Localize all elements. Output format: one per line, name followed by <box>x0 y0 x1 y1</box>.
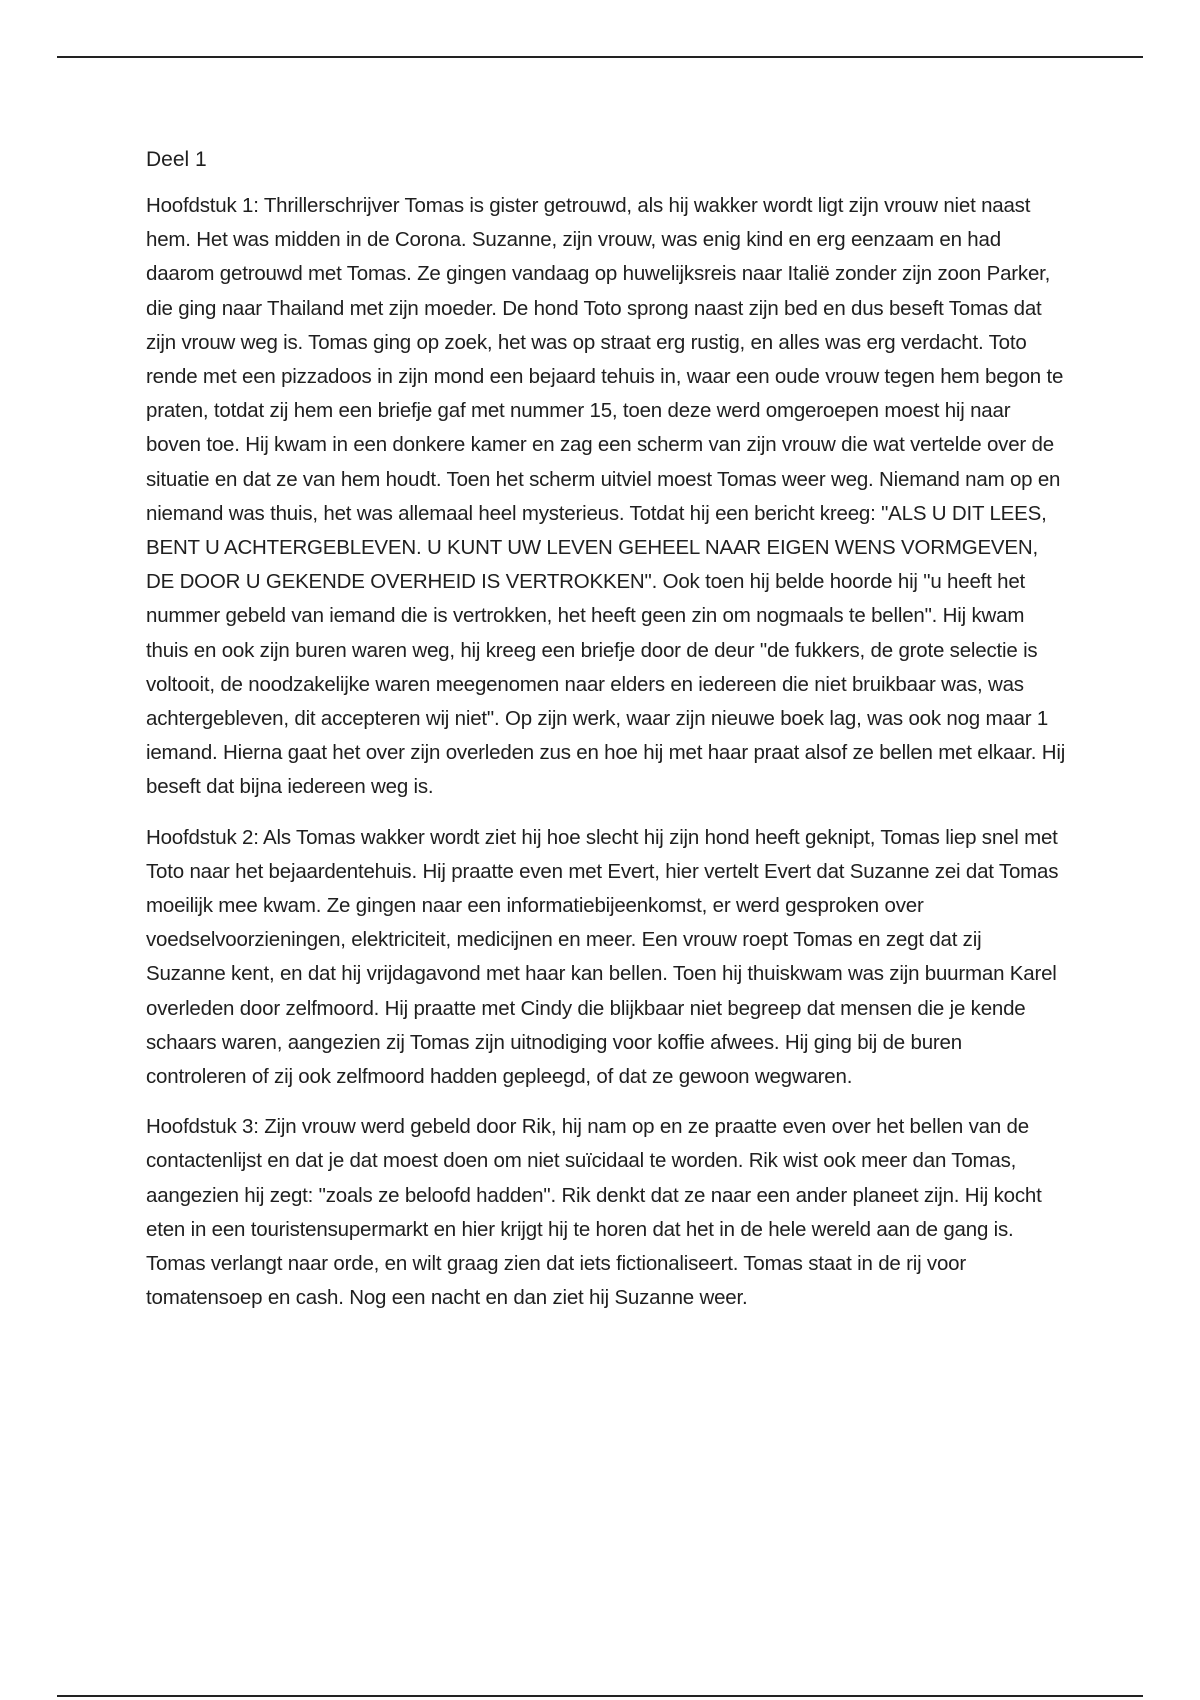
chapter-1-paragraph: Hoofdstuk 1: Thrillerschrijver Tomas is gister getrouwd, als hij wakker wordt ligt zijn vrouw niet naast hem. Het was midden in de Corona. Suzanne, zijn vrouw, was enig kind en erg eenzaam en had daarom getrouwd met Tomas. Ze gingen vandaag op huwelijksreis naar Italië zonder zijn zoon Parker, die ging naar Thailand met zijn moeder. De hond Toto sprong naast zijn bed en dus beseft Tomas dat zijn vrouw weg is. Tomas ging op zoek, het was op straat erg rustig, en alles was erg verdacht. Toto rende met een pizzadoos in zijn mond een bejaard tehuis in, waar een oude vrouw tegen hem begon te praten, totdat zij hem een briefje gaf met nummer 15, toen deze werd omgeroepen moest hij naar boven toe. Hij kwam in een donkere kamer en zag een scherm van zijn vrouw die wat vertelde over de situatie en dat ze van hem houdt. Toen het scherm uitviel moest Tomas weer weg. Niemand nam op en niemand was thuis, het was allemaal heel mysterieus. Totdat hij een bericht kreeg: "ALS U DIT LEES, BENT U ACHTERGEBLEVEN. U KUNT UW LEVEN GEHEEL NAAR EIGEN WENS VORMGEVEN, DE DOOR U GEKENDE OVERHEID IS VERTROKKEN". Ook toen hij belde hoorde hij "u heeft het nummer gebeld van iemand die is vertrokken, het heeft geen zin om nogmaals te bellen". Hij kwam thuis en ook zijn buren waren weg, hij kreeg een briefje door de deur "de fukkers, de grote selectie is voltooit, de noodzakelijke waren meegenomen naar elders en iedereen die niet bruikbaar was, was achtergebleven, dit accepteren wij niet". Op zijn werk, waar zijn nieuwe boek lag, was ook nog maar 1 iemand. Hierna gaat het over zijn overleden zus en hoe hij met haar praat alsof ze bellen met elkaar. Hij beseft dat bijna iedereen weg is. <box>146 194 1066 799</box>
document-body <box>146 143 1066 1332</box>
chapter-3-paragraph: Hoofdstuk 3: Zijn vrouw werd gebeld door Rik, hij nam op en ze praatte even over het bellen van de contactenlijst en dat je dat moest doen om niet suïcidaal te worden. Rik wist ook meer dan Tomas, aangezien hij zegt: "zoals ze beloofd hadden". Rik denkt dat ze naar een ander planeet zijn. Hij kocht eten in een touristensupermarkt en hier krijgt hij te horen dat het in de hele wereld aan de gang is. Tomas verlangt naar orde, en wilt graag zien dat iets fictionaliseert. Tomas staat in de rij voor tomatensoep en cash. Nog een nacht en dan ziet hij Suzanne weer. <box>146 1115 1042 1310</box>
footer-rule <box>57 1695 1143 1697</box>
chapter-2-paragraph: Hoofdstuk 2: Als Tomas wakker wordt ziet hij hoe slecht hij zijn hond heeft geknipt, Tomas liep snel met Toto naar het bejaardentehuis. Hij praatte even met Evert, hier vertelt Evert dat Suzanne zei dat Tomas moeilijk mee kwam. Ze gingen naar een informatiebijeenkomst, er werd gesproken over voedselvoorzieningen, elektriciteit, medicijnen en meer. Een vrouw roept Tomas en zegt dat zij Suzanne kent, en dat hij vrijdagavond met haar kan bellen. Toen hij thuiskwam was zijn buurman Karel overleden door zelfmoord. Hij praatte met Cindy die blijkbaar niet begreep dat mensen die je kende schaars waren, aangezien zij Tomas zijn uitnodiging voor koffie afwees. Hij ging bij de buren controleren of zij ook zelfmoord hadden gepleegd, of dat ze gewoon wegwaren. <box>146 825 1059 1089</box>
section-label: Deel 1 <box>146 148 207 171</box>
header-rule <box>57 56 1143 58</box>
